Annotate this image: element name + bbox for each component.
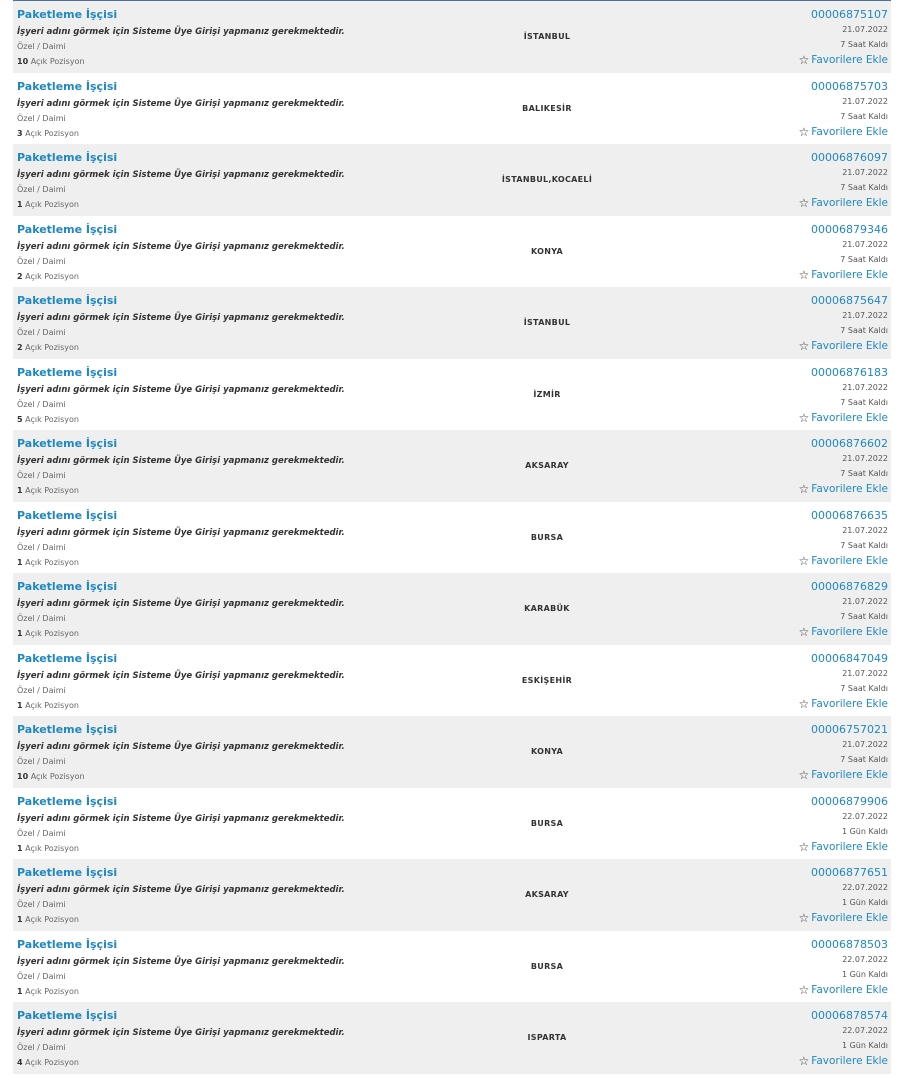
position-count: 1	[17, 200, 23, 209]
add-favorite-button[interactable]	[798, 984, 888, 996]
job-type: Özel / Daimi	[17, 614, 66, 623]
job-city: AKSARAY	[525, 890, 569, 899]
job-row	[13, 859, 891, 931]
job-row	[13, 1, 891, 73]
time-remaining: 7 Saat Kaldı	[840, 326, 888, 335]
job-date: 21.07.2022	[842, 382, 888, 392]
add-favorite-button[interactable]	[798, 555, 888, 567]
job-title-link[interactable]: Paketleme İşçisi	[17, 937, 118, 951]
job-city: BURSA	[530, 818, 564, 828]
star-outline-icon: ☆	[798, 53, 810, 67]
position-label: Açık Pozisyon	[25, 629, 79, 638]
job-row	[13, 216, 891, 288]
job-id-link[interactable]: 00006876183	[811, 365, 888, 379]
star-outline-icon: ☆	[798, 124, 810, 139]
job-city: İSTANBUL	[523, 32, 571, 41]
job-city: BURSA	[530, 532, 564, 542]
add-favorite-button[interactable]	[798, 912, 888, 924]
employer-notice: İşyeri adını görmek için Sisteme Üye Girişi yapmanız gerekmektedir.	[17, 599, 345, 609]
position-count: 1	[17, 986, 23, 996]
position-count: 10	[17, 57, 29, 66]
open-positions	[17, 343, 79, 352]
star-outline-icon: ☆	[798, 911, 810, 925]
job-title-link[interactable]: Paketleme İşçisi	[17, 222, 118, 236]
open-positions	[17, 558, 79, 567]
favorite-label: Favorilere Ekle	[811, 54, 888, 66]
favorite-label: Favorilere Ekle	[811, 769, 888, 781]
position-count: 1	[17, 915, 23, 924]
employer-notice: İşyeri adını görmek için Sisteme Üye Girişi yapmanız gerekmektedir.	[17, 98, 345, 109]
favorite-label: Favorilere Ekle	[811, 411, 888, 424]
time-remaining: 1 Gün Kaldı	[841, 969, 888, 979]
job-type: Özel / Daimi	[17, 757, 66, 766]
job-city: AKSARAY	[525, 461, 569, 470]
job-type: Özel / Daimi	[17, 900, 66, 909]
open-positions	[17, 915, 79, 924]
add-favorite-button[interactable]	[798, 483, 888, 495]
open-positions	[17, 987, 79, 996]
position-label: Açık Pozisyon	[25, 128, 79, 138]
job-row	[13, 788, 891, 860]
open-positions	[17, 1058, 79, 1067]
position-count: 2	[17, 271, 23, 281]
employer-notice: İşyeri adını görmek için Sisteme Üye Girişi yapmanız gerekmektedir.	[17, 742, 345, 752]
favorite-label: Favorilere Ekle	[811, 626, 888, 638]
star-outline-icon: ☆	[798, 1054, 810, 1068]
add-favorite-button[interactable]	[798, 54, 888, 66]
time-remaining: 7 Saat Kaldı	[840, 40, 888, 49]
job-type: Özel / Daimi	[17, 1043, 66, 1052]
position-count: 4	[17, 1058, 23, 1067]
add-favorite-button[interactable]	[798, 269, 888, 281]
job-title-link[interactable]: Paketleme İşçisi	[17, 365, 118, 379]
job-type: Özel / Daimi	[17, 542, 66, 552]
job-id-link[interactable]: 00006876097	[811, 151, 888, 164]
open-positions	[17, 629, 79, 638]
add-favorite-button[interactable]	[798, 1055, 888, 1067]
open-positions	[17, 200, 79, 209]
favorite-label: Favorilere Ekle	[811, 340, 888, 352]
time-remaining: 7 Saat Kaldı	[840, 469, 888, 478]
add-favorite-button[interactable]	[798, 340, 888, 352]
favorite-label: Favorilere Ekle	[811, 483, 888, 495]
position-count: 2	[17, 343, 23, 352]
job-row	[13, 502, 891, 574]
time-remaining: 7 Saat Kaldı	[840, 612, 888, 621]
position-count: 5	[17, 414, 23, 424]
job-row	[13, 359, 891, 431]
star-outline-icon: ☆	[798, 625, 810, 639]
job-row	[13, 73, 891, 145]
job-id-link[interactable]: 00006876602	[811, 437, 888, 450]
star-outline-icon: ☆	[798, 410, 810, 425]
position-label: Açık Pozisyon	[30, 772, 85, 781]
job-id-link[interactable]: 00006879906	[811, 794, 888, 808]
job-title-link[interactable]: Paketleme İşçisi	[17, 437, 118, 450]
job-id-link[interactable]: 00006879346	[811, 222, 888, 236]
job-title-link[interactable]: Paketleme İşçisi	[17, 1009, 118, 1022]
job-date: 22.07.2022	[842, 954, 888, 964]
job-city: İZMİR	[533, 389, 561, 399]
job-type: Özel / Daimi	[17, 113, 66, 123]
position-label: Açık Pozisyon	[25, 414, 79, 424]
position-label: Açık Pozisyon	[30, 57, 85, 66]
job-date: 22.07.2022	[842, 1026, 888, 1035]
job-id-link[interactable]: 00006876829	[811, 580, 888, 593]
job-type: Özel / Daimi	[17, 42, 66, 51]
open-positions	[17, 844, 79, 853]
job-id-link[interactable]: 00006878503	[811, 937, 888, 951]
star-outline-icon: ☆	[798, 339, 810, 353]
employer-notice: İşyeri adını görmek için Sisteme Üye Girişi yapmanız gerekmektedir.	[17, 384, 345, 395]
add-favorite-button[interactable]	[798, 126, 888, 138]
job-city: ESKİŞEHİR	[521, 675, 573, 685]
job-list	[13, 0, 891, 1074]
job-type: Özel / Daimi	[17, 185, 66, 194]
job-id-link[interactable]: 00006875107	[811, 8, 888, 21]
position-label: Açık Pozisyon	[25, 271, 79, 281]
job-row	[13, 430, 891, 502]
job-type: Özel / Daimi	[17, 828, 66, 838]
add-favorite-button[interactable]	[798, 412, 888, 424]
position-label: Açık Pozisyon	[25, 986, 79, 996]
open-positions	[17, 57, 85, 66]
employer-notice: İşyeri adını görmek için Sisteme Üye Girişi yapmanız gerekmektedir.	[17, 313, 345, 323]
job-city: KONYA	[530, 747, 564, 756]
employer-notice: İşyeri adını görmek için Sisteme Üye Girişi yapmanız gerekmektedir.	[17, 956, 345, 967]
job-type: Özel / Daimi	[17, 256, 66, 266]
job-city: ISPARTA	[527, 1033, 567, 1042]
time-remaining: 7 Saat Kaldı	[840, 755, 888, 764]
time-remaining: 7 Saat Kaldı	[840, 254, 888, 264]
position-count: 1	[17, 843, 23, 853]
position-count: 1	[17, 486, 23, 495]
position-count: 1	[17, 629, 23, 638]
job-type: Özel / Daimi	[17, 471, 66, 480]
job-row	[13, 716, 891, 788]
favorite-label: Favorilere Ekle	[811, 840, 888, 853]
favorite-label: Favorilere Ekle	[811, 912, 888, 924]
position-count: 1	[17, 700, 23, 710]
job-title-link[interactable]: Paketleme İşçisi	[17, 508, 118, 522]
time-remaining: 7 Saat Kaldı	[840, 540, 888, 550]
employer-notice: İşyeri adını görmek için Sisteme Üye Girişi yapmanız gerekmektedir.	[17, 885, 345, 895]
add-favorite-button[interactable]	[798, 769, 888, 781]
job-id-link[interactable]: 00006875703	[811, 79, 888, 93]
add-favorite-button[interactable]	[798, 698, 888, 710]
job-row	[13, 645, 891, 717]
job-date: 21.07.2022	[842, 311, 888, 320]
employer-notice: İşyeri adını görmek için Sisteme Üye Girişi yapmanız gerekmektedir.	[17, 170, 345, 180]
employer-notice: İşyeri adını görmek için Sisteme Üye Girişi yapmanız gerekmektedir.	[17, 1028, 345, 1038]
job-id-link[interactable]: 00006875647	[811, 294, 888, 307]
star-outline-icon: ☆	[798, 696, 810, 711]
star-outline-icon: ☆	[798, 196, 810, 210]
open-positions	[17, 415, 79, 424]
favorite-label: Favorilere Ekle	[811, 1055, 888, 1067]
job-date: 21.07.2022	[842, 740, 888, 749]
job-city: BALIKESİR	[522, 103, 572, 113]
time-remaining: 1 Gün Kaldı	[841, 898, 888, 907]
time-remaining: 1 Gün Kaldı	[841, 1041, 888, 1050]
star-outline-icon: ☆	[798, 839, 810, 854]
star-outline-icon: ☆	[798, 553, 810, 568]
job-title-link[interactable]: Paketleme İşçisi	[17, 151, 118, 164]
job-city: İSTANBUL	[523, 318, 571, 327]
job-date: 21.07.2022	[842, 239, 888, 249]
open-positions	[17, 701, 79, 710]
position-count: 3	[17, 128, 23, 138]
job-date: 21.07.2022	[842, 597, 888, 606]
job-type: Özel / Daimi	[17, 328, 66, 337]
star-outline-icon: ☆	[798, 982, 810, 997]
favorite-label: Favorilere Ekle	[811, 554, 888, 567]
job-title-link[interactable]: Paketleme İşçisi	[17, 651, 118, 665]
job-title-link[interactable]: Paketleme İşçisi	[17, 866, 118, 879]
time-remaining: 7 Saat Kaldı	[840, 111, 888, 121]
job-type: Özel / Daimi	[17, 685, 66, 695]
job-title-link[interactable]: Paketleme İşçisi	[17, 794, 118, 808]
star-outline-icon: ☆	[798, 768, 810, 782]
star-outline-icon: ☆	[798, 482, 810, 496]
time-remaining: 7 Saat Kaldı	[840, 183, 888, 192]
position-count: 1	[17, 557, 23, 567]
time-remaining: 7 Saat Kaldı	[840, 397, 888, 407]
favorite-label: Favorilere Ekle	[811, 697, 888, 710]
favorite-label: Favorilere Ekle	[811, 125, 888, 138]
position-count: 10	[17, 772, 29, 781]
open-positions	[17, 486, 79, 495]
employer-notice: İşyeri adını görmek için Sisteme Üye Girişi yapmanız gerekmektedir.	[17, 670, 345, 681]
job-date: 21.07.2022	[842, 668, 888, 678]
job-row	[13, 287, 891, 359]
job-date: 21.07.2022	[842, 454, 888, 463]
job-type: Özel / Daimi	[17, 971, 66, 981]
job-city: KONYA	[530, 246, 564, 256]
open-positions	[17, 129, 79, 138]
job-date: 21.07.2022	[842, 525, 888, 535]
time-remaining: 7 Saat Kaldı	[840, 683, 888, 693]
position-label: Açık Pozisyon	[25, 343, 79, 352]
employer-notice: İşyeri adını görmek için Sisteme Üye Girişi yapmanız gerekmektedir.	[17, 527, 345, 538]
employer-notice: İşyeri adını görmek için Sisteme Üye Girişi yapmanız gerekmektedir.	[17, 241, 345, 252]
position-label: Açık Pozisyon	[25, 700, 79, 710]
job-id-link[interactable]: 00006757021	[811, 723, 888, 736]
favorite-label: Favorilere Ekle	[811, 268, 888, 281]
job-date: 21.07.2022	[842, 25, 888, 34]
open-positions	[17, 272, 79, 281]
job-date: 21.07.2022	[842, 96, 888, 106]
open-positions	[17, 772, 85, 781]
job-title-link[interactable]: Paketleme İşçisi	[17, 8, 118, 21]
job-city: İSTANBUL,KOCAELİ	[501, 175, 593, 184]
job-date: 22.07.2022	[842, 883, 888, 892]
position-label: Açık Pozisyon	[25, 1058, 79, 1067]
add-favorite-button[interactable]	[798, 626, 888, 638]
favorite-label: Favorilere Ekle	[811, 197, 888, 209]
position-label: Açık Pozisyon	[25, 486, 79, 495]
job-date: 21.07.2022	[842, 168, 888, 177]
job-city: BURSA	[530, 961, 564, 971]
job-row	[13, 144, 891, 216]
job-date: 22.07.2022	[842, 811, 888, 821]
position-label: Açık Pozisyon	[25, 200, 79, 209]
employer-notice: İşyeri adını görmek için Sisteme Üye Girişi yapmanız gerekmektedir.	[17, 456, 345, 466]
job-row	[13, 931, 891, 1003]
favorite-label: Favorilere Ekle	[811, 983, 888, 996]
add-favorite-button[interactable]	[798, 841, 888, 853]
star-outline-icon: ☆	[798, 267, 810, 282]
add-favorite-button[interactable]	[798, 197, 888, 209]
position-label: Açık Pozisyon	[25, 915, 79, 924]
position-label: Açık Pozisyon	[25, 843, 79, 853]
employer-notice: İşyeri adını görmek için Sisteme Üye Girişi yapmanız gerekmektedir.	[17, 813, 345, 824]
job-title-link[interactable]: Paketleme İşçisi	[17, 723, 118, 736]
job-title-link[interactable]: Paketleme İşçisi	[17, 79, 118, 93]
job-title-link[interactable]: Paketleme İşçisi	[17, 580, 118, 593]
job-city: KARABÜK	[524, 604, 570, 613]
employer-notice: İşyeri adını görmek için Sisteme Üye Girişi yapmanız gerekmektedir.	[17, 27, 345, 37]
job-id-link[interactable]: 00006878574	[811, 1009, 888, 1022]
job-id-link[interactable]: 00006847049	[811, 651, 888, 665]
job-id-link[interactable]: 00006876635	[811, 508, 888, 522]
job-title-link[interactable]: Paketleme İşçisi	[17, 294, 118, 307]
job-type: Özel / Daimi	[17, 399, 66, 409]
job-id-link[interactable]: 00006877651	[811, 866, 888, 879]
position-label: Açık Pozisyon	[25, 557, 79, 567]
job-row	[13, 1002, 891, 1074]
time-remaining: 1 Gün Kaldı	[841, 826, 888, 836]
job-row	[13, 573, 891, 645]
